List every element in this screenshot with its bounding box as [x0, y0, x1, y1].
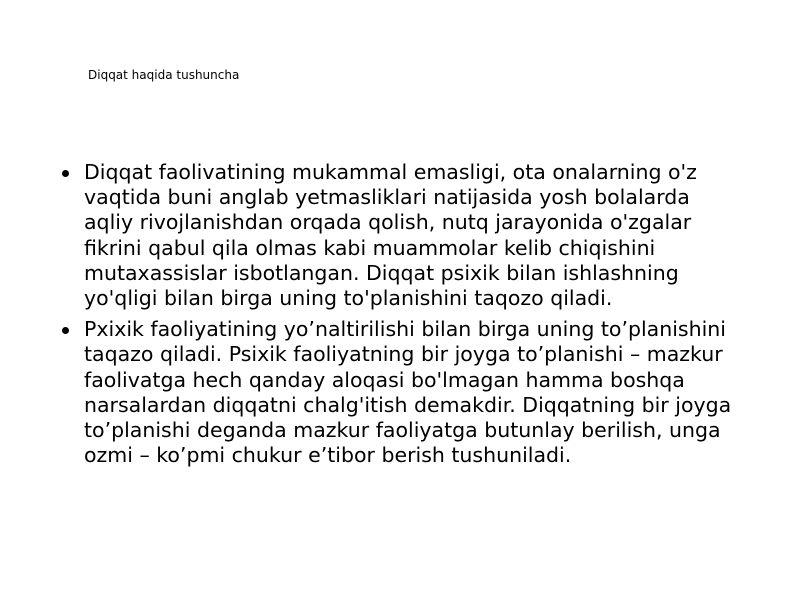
bullet-item [60, 317, 740, 468]
bullet-text: Diqqat faolivatining mukammal emasligi, ota onalarning o'z vaqtida buni anglab yetmasliklari natijasida yosh bolalarda aqliy rivojlanishdan orqada qolish, nutq jarayonida o'zgalar fikrini qabul qila olmas kabi muammolar kelib chiqishini mutaxassislar isbotlangan. Diqqat psixik bilan ishlashning yo'qligi bilan birga uning to'planishini taqozo qiladi. [84, 160, 697, 311]
bullet-item [60, 160, 740, 311]
bullet-text: Pxixik faoliyatining yo’naltirilishi bilan birga uning to’planishini taqazo qiladi. Psixik faoliyatning bir joyga to’planishi – mazkur faolivatga hech qanday aloqasi bo'lmagan hamma boshqa narsalardan diqqatni chalg'itish demakdir. Diqqatning bir joyga to’planishi deganda mazkur faoliyatga butunlay berilish, unga ozmi – ko’pmi chukur e’tibor berish tushuniladi. [84, 317, 732, 468]
slide-title: Diqqat haqida tushuncha [88, 68, 240, 82]
bullet-dot-icon [62, 327, 69, 334]
bullet-dot-icon [62, 170, 69, 177]
bullet-list [60, 160, 740, 474]
